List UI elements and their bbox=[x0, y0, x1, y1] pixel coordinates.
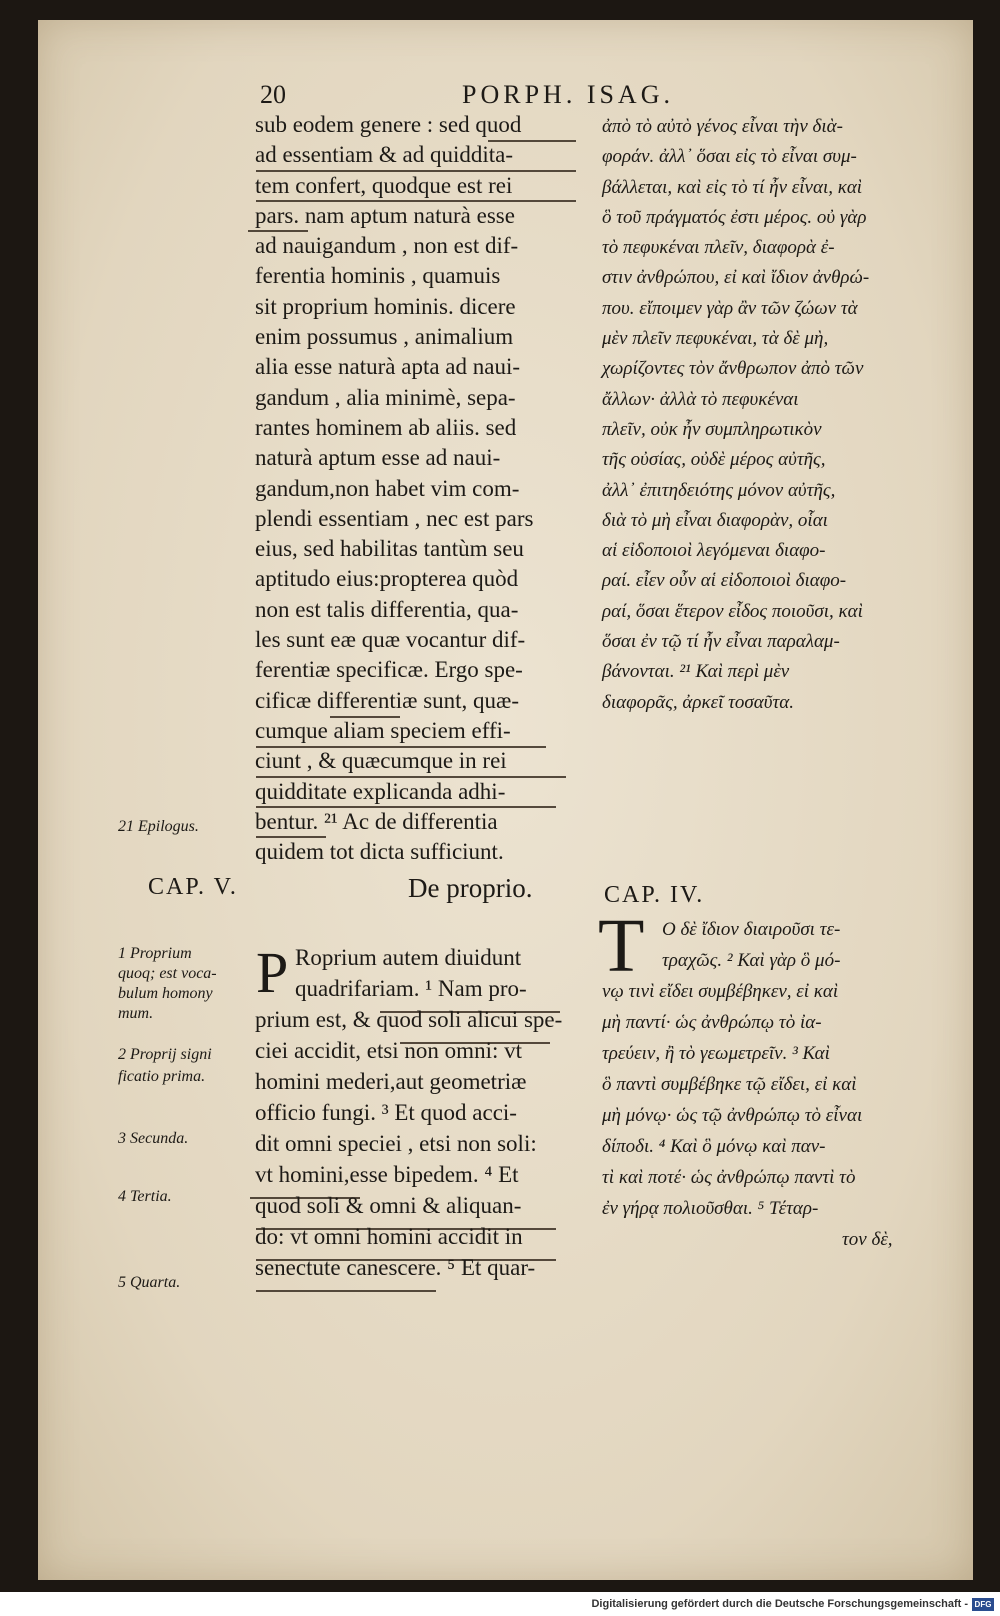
greek-line: ραί. εἶεν οὖν αἱ εἰδοποιοὶ διαφο- bbox=[602, 570, 847, 592]
latin-line: naturà aptum esse ad naui- bbox=[255, 445, 501, 471]
greek-line: ἀλλ᾽ ἐπιτηδειότης μόνον αὐτῆς, bbox=[602, 479, 836, 501]
footer-credit: Digitalisierung gefördert durch die Deutsche Forschungsgemeinschaft - bbox=[591, 1598, 968, 1610]
greek-column-top bbox=[602, 112, 912, 718]
greek-line: ἀπὸ τὸ αὐτὸ γένος εἶναι τὴν διὰ- bbox=[602, 116, 843, 137]
dfg-logo: DFG bbox=[972, 1598, 994, 1611]
latin-line: aptitudo eius:propterea quòd bbox=[255, 566, 519, 592]
latin-line: rantes hominem ab aliis. sed bbox=[255, 414, 517, 440]
greek-line: Ο δὲ ἴδιον διαιροῦσι τε- bbox=[662, 919, 841, 940]
ink-underline bbox=[256, 200, 576, 202]
greek-line: ὃ παντὶ συμβέβηκε τῷ εἴδει, εἰ καὶ bbox=[602, 1074, 857, 1095]
latin-line: cificæ differentiæ sunt, quæ- bbox=[255, 687, 520, 713]
chapter-heading: De proprio. bbox=[408, 873, 533, 903]
latin-line: ferentia hominis , quamuis bbox=[255, 263, 501, 289]
greek-line: ὃ τοῦ πράγματός ἐστι μέρος. οὐ γὰρ bbox=[602, 206, 867, 228]
greek-line: τῆς οὐσίας, οὐδὲ μέρος αὐτῆς, bbox=[602, 449, 826, 471]
latin-line: ferentiæ specificæ. Ergo spe- bbox=[255, 657, 523, 683]
latin-line: les sunt eæ quæ vocantur dif- bbox=[255, 627, 526, 653]
ink-underline bbox=[256, 746, 546, 748]
ink-underline bbox=[256, 806, 556, 808]
latin-line: gandum,non habet vim com- bbox=[255, 475, 520, 501]
latin-line: alia esse naturà apta ad naui- bbox=[255, 354, 521, 380]
latin-line: ad nauigandum , non est dif- bbox=[255, 233, 519, 259]
latin-line: dit omni speciei , etsi non soli: bbox=[255, 1131, 537, 1156]
latin-line: quidem tot dicta sufficiunt. bbox=[255, 839, 504, 865]
chapter-label-right: CAP. IV. bbox=[604, 882, 705, 908]
latin-line: cumque aliam speciem effi- bbox=[255, 717, 511, 743]
greek-line: διαφορᾶς, ἀρκεῖ τοσαῦτα. bbox=[602, 691, 795, 713]
margin-note-line: ficatio prima. bbox=[118, 1068, 206, 1085]
greek-column-bottom bbox=[602, 914, 912, 1255]
greek-line: ὅσαι ἐν τῷ τί ἦν εἶναι παραλαμ- bbox=[602, 631, 840, 653]
latin-line: senectute canescere. ⁵ Et quar- bbox=[255, 1255, 536, 1280]
latin-line: quadrifariam. ¹ Nam pro- bbox=[295, 976, 527, 1001]
latin-line: non est talis differentia, qua- bbox=[255, 596, 519, 622]
latin-line: Roprium autem diuidunt bbox=[295, 945, 522, 970]
latin-line: bentur. ²¹ Ac de differentia bbox=[255, 808, 498, 834]
ink-underline bbox=[330, 716, 400, 718]
greek-line: διὰ τὸ μὴ εἶναι διαφορὰν, οἷαι bbox=[602, 509, 828, 531]
greek-line: χωρίζοντες τὸν ἄνθρωπον ἀπὸ τῶν bbox=[602, 358, 864, 380]
greek-line: νῳ τινὶ εἴδει συμβέβηκεν, εἰ καὶ bbox=[602, 981, 839, 1002]
margin-note-5: 5 Quarta. bbox=[118, 1274, 181, 1291]
margin-note-epilogus: 21 Epilogus. bbox=[118, 818, 199, 835]
ink-underline bbox=[248, 230, 308, 232]
greek-line: μὴ παντί· ὡς ἀνθρώπῳ τὸ ἰα- bbox=[602, 1012, 822, 1033]
latin-line: plendi essentiam , nec est pars bbox=[255, 505, 534, 531]
greek-line: αἱ εἰδοποιοὶ λεγόμεναι διαφο- bbox=[602, 540, 826, 562]
greek-line: ἐν γήρᾳ πολιοῦσθαι. ⁵ Τέταρ- bbox=[602, 1198, 819, 1219]
latin-line: vt homini,esse bipedem. ⁴ Et bbox=[255, 1162, 519, 1187]
latin-line: prium est, & quod soli alicui spe- bbox=[255, 1007, 563, 1032]
greek-line: μὲν πλεῖν πεφυκέναι, τὰ δὲ μὴ, bbox=[602, 328, 829, 350]
ink-underline bbox=[488, 140, 576, 142]
margin-note-line: mum. bbox=[118, 1005, 154, 1022]
greek-line: τον δὲ, bbox=[842, 1229, 893, 1250]
greek-line: βάλλεται, καὶ εἰς τὸ τί ἦν εἶναι, καὶ bbox=[602, 176, 863, 198]
ink-underline bbox=[256, 170, 576, 172]
latin-line: gandum , alia minimè, sepa- bbox=[255, 384, 516, 410]
latin-line: quidditate explicanda adhi- bbox=[255, 778, 506, 804]
latin-column-top bbox=[255, 110, 585, 867]
greek-line: μὴ μόνῳ· ὡς τῷ ἀνθρώπῳ τὸ εἶναι bbox=[602, 1105, 863, 1126]
greek-line: που. εἴποιμεν γὰρ ἂν τῶν ζώων τὰ bbox=[602, 297, 858, 319]
margin-note-3: 3 Secunda. bbox=[118, 1130, 189, 1147]
ink-underline bbox=[256, 1290, 436, 1292]
ink-underline bbox=[256, 776, 566, 778]
greek-line: φοράν. ἀλλ᾽ ὅσαι εἰς τὸ εἶναι συμ- bbox=[602, 146, 857, 168]
latin-line: tem confert, quodque est rei bbox=[255, 172, 513, 198]
margin-note-line: 2 Proprij signi bbox=[118, 1046, 212, 1063]
greek-line: τρεύειν, ἢ τὸ γεωμετρεῖν. ³ Καὶ bbox=[602, 1043, 830, 1064]
latin-line: quod soli & omni & aliquan- bbox=[255, 1193, 522, 1218]
running-title: PORPH. ISAG. bbox=[462, 80, 674, 109]
latin-line: enim possumus , animalium bbox=[255, 324, 514, 350]
greek-line: πλεῖν, οὐκ ἦν συμπληρωτικὸν bbox=[602, 418, 822, 440]
greek-line: τραχῶς. ² Καὶ γὰρ ὃ μό- bbox=[662, 950, 841, 971]
latin-column-bottom bbox=[255, 942, 585, 1283]
margin-note-line: 1 Proprium bbox=[118, 945, 192, 962]
latin-line: ciei accidit, etsi non omni: vt bbox=[255, 1038, 522, 1063]
greek-line: δίποδι. ⁴ Καὶ ὃ μόνῳ καὶ παν- bbox=[602, 1136, 826, 1157]
latin-line: eius, sed habilitas tantùm seu bbox=[255, 536, 524, 562]
ink-underline bbox=[256, 836, 326, 838]
latin-line: ad essentiam & ad quiddita- bbox=[255, 142, 514, 168]
latin-line: sit proprium hominis. dicere bbox=[255, 293, 516, 319]
drop-cap-latin: P bbox=[256, 940, 289, 1005]
greek-line: βάνονται. ²¹ Καὶ περὶ μὲν bbox=[602, 661, 790, 683]
margin-note-1 bbox=[118, 944, 217, 1024]
margin-note-2 bbox=[118, 1044, 212, 1088]
latin-line: ciunt , & quæcumque in rei bbox=[255, 748, 507, 774]
chapter-label-left: CAP. V. bbox=[148, 874, 238, 900]
greek-line: στιν ἀνθρώπου, εἰ καὶ ἴδιον ἀνθρώ- bbox=[602, 267, 870, 289]
margin-note-line: bulum homony bbox=[118, 985, 213, 1002]
latin-line: do: vt omni homini accidit in bbox=[255, 1224, 523, 1249]
page-number: 20 bbox=[260, 80, 286, 109]
greek-line: τὸ πεφυκέναι πλεῖν, διαφορὰ ἐ- bbox=[602, 237, 835, 259]
greek-line: ἄλλων· ἀλλὰ τὸ πεφυκέναι bbox=[602, 388, 799, 410]
latin-line: sub eodem genere : sed quod bbox=[255, 112, 522, 137]
latin-line: pars. nam aptum naturà esse bbox=[255, 202, 515, 228]
margin-note-4: 4 Tertia. bbox=[118, 1188, 172, 1205]
latin-line: homini mederi,aut geometriæ bbox=[255, 1069, 527, 1094]
greek-line: ραί, ὅσαι ἕτερον εἶδος ποιοῦσι, καὶ bbox=[602, 600, 863, 622]
drop-cap-greek: T bbox=[598, 904, 645, 988]
greek-line: τὶ καὶ ποτέ· ὡς ἀνθρώπῳ παντὶ τὸ bbox=[602, 1167, 856, 1188]
latin-line: officio fungi. ³ Et quod acci- bbox=[255, 1100, 517, 1125]
margin-note-line: quoq; est voca- bbox=[118, 965, 217, 982]
